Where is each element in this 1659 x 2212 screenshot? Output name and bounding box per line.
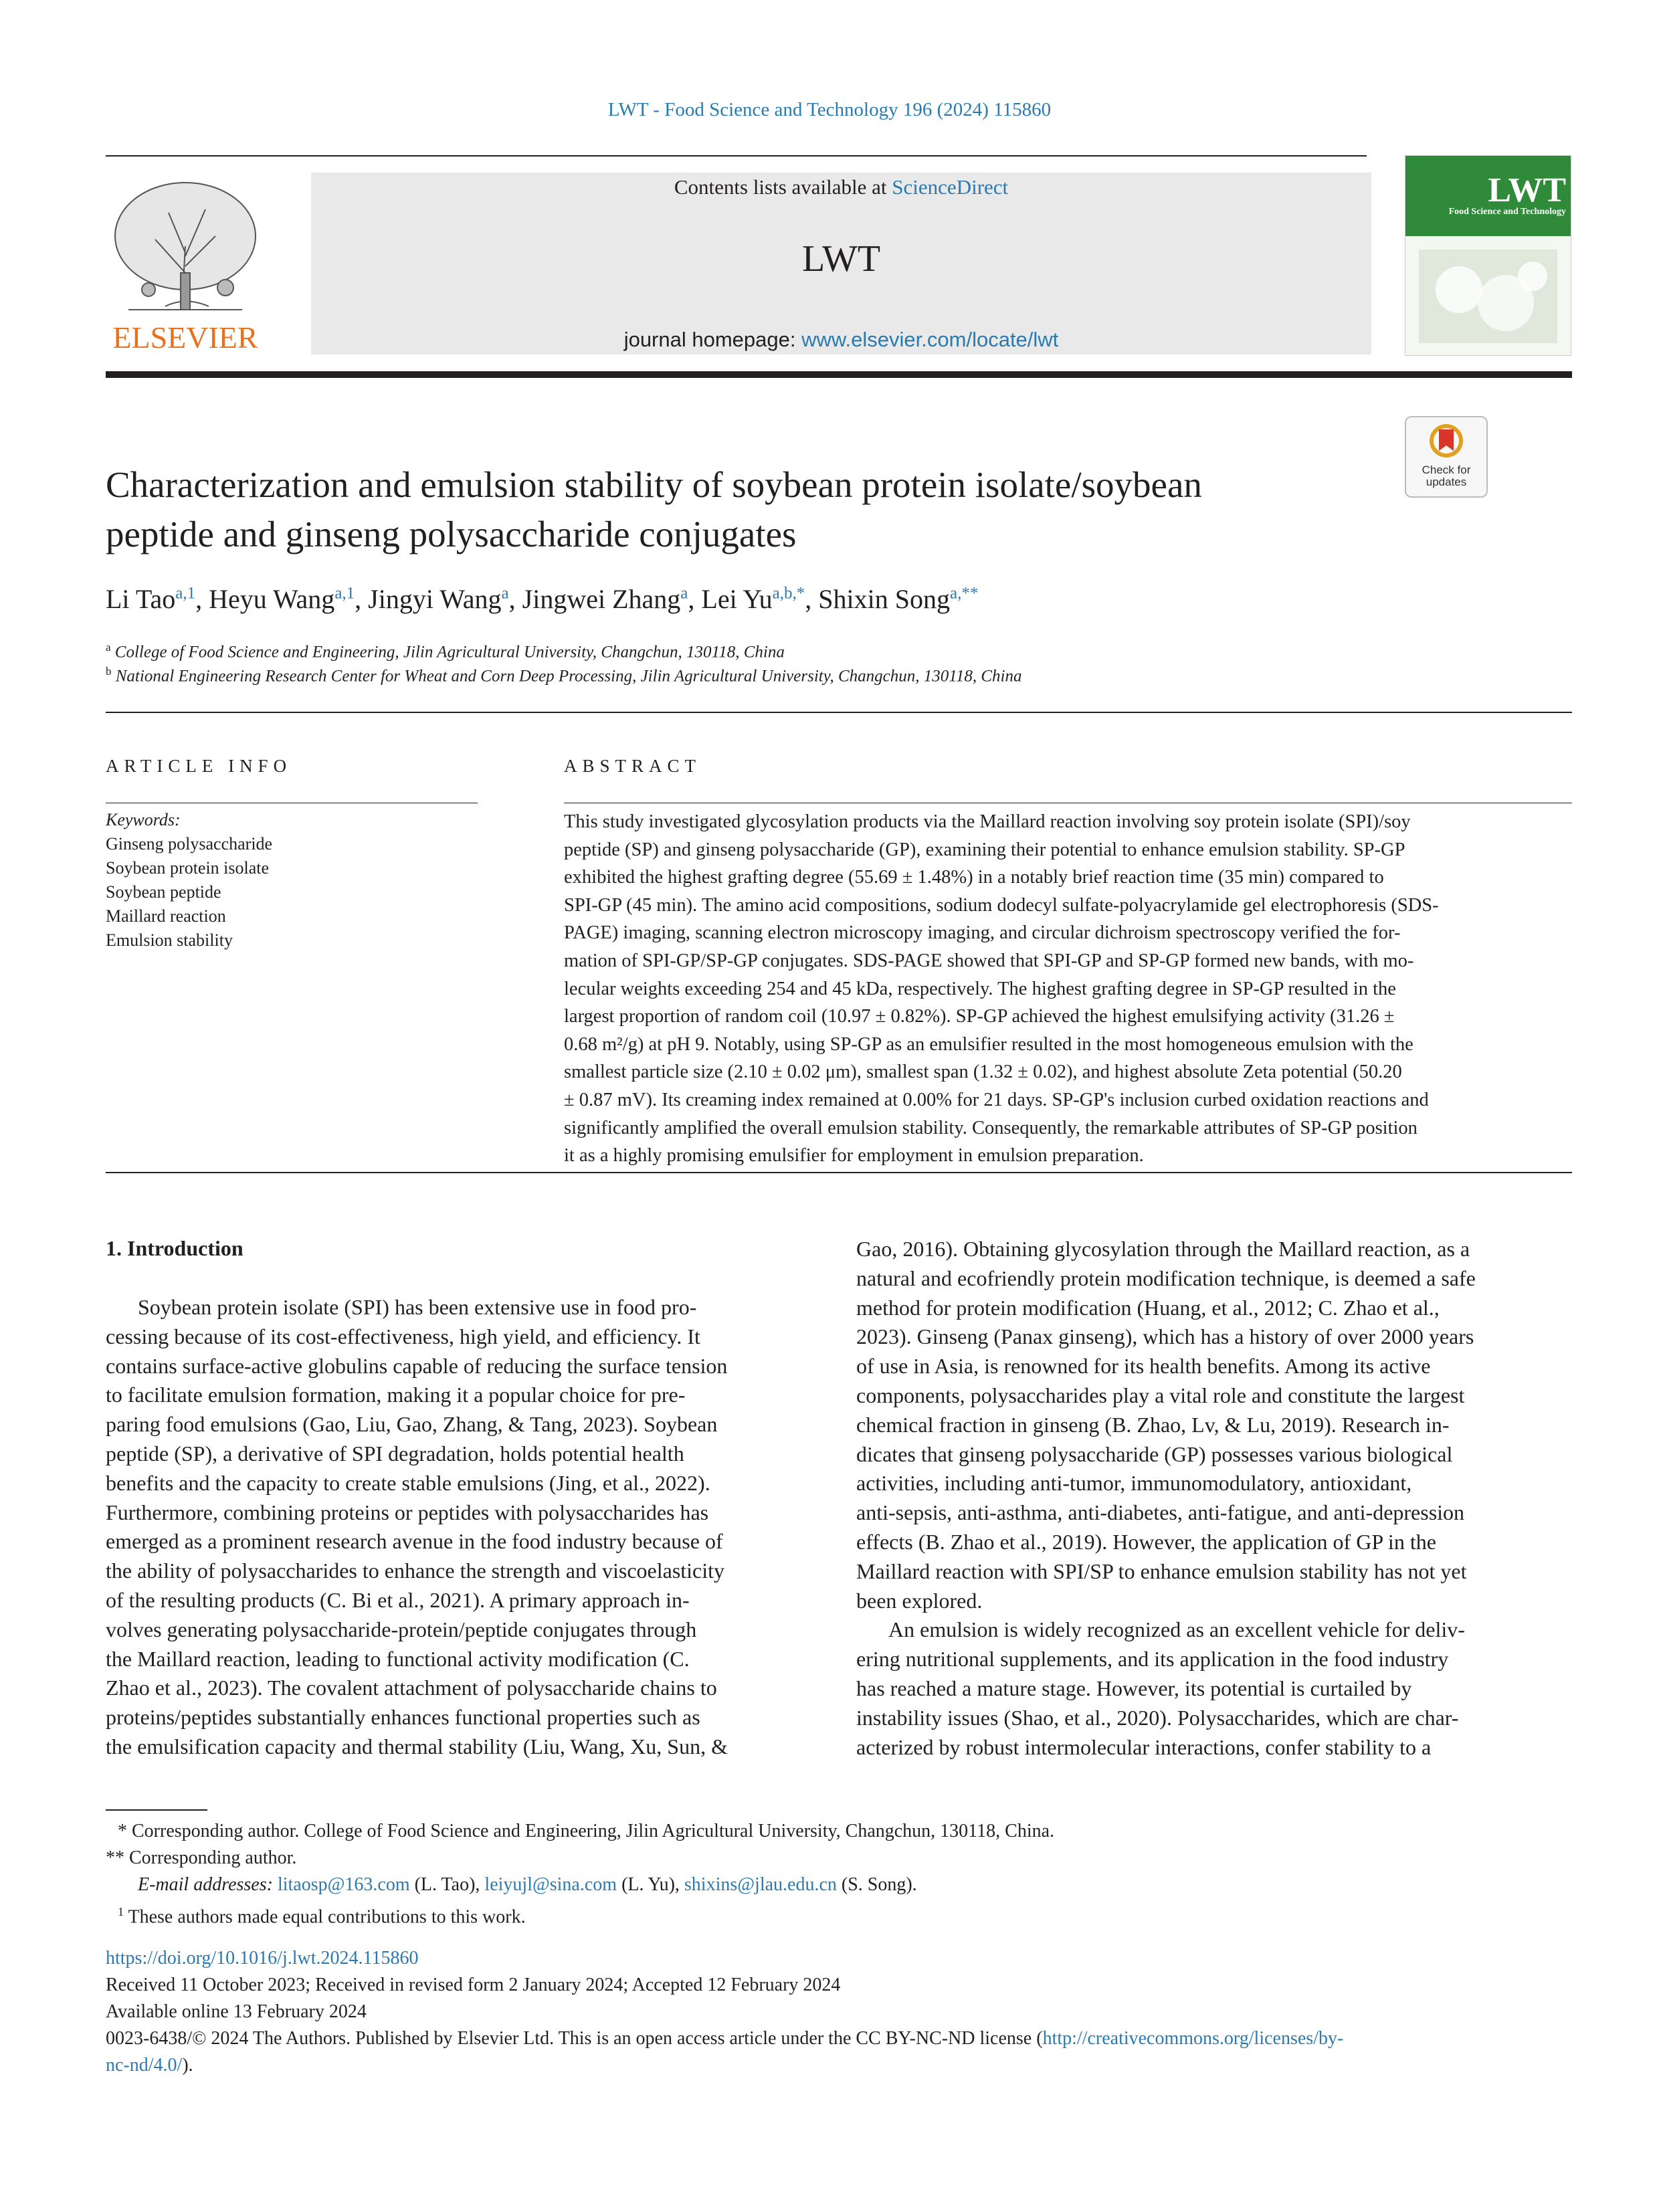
text-line: instability issues (Shao, et al., 2020). Polysaccharides, which are char- bbox=[856, 1705, 1459, 1730]
cover-subtitle: Food Science and Technology bbox=[1448, 207, 1566, 217]
text-line: to facilitate emulsion formation, making it a popular choice for pre- bbox=[106, 1383, 686, 1407]
affiliation bbox=[106, 665, 1021, 686]
abstract-line: This study investigated glycosylation products via the Maillard reaction involving soy protein isolate (SPI)/soy bbox=[564, 811, 1411, 832]
abstract-line: it as a highly promising emulsifier for employment in emulsion preparation. bbox=[564, 1145, 1144, 1167]
text-line: peptide (SP), a derivative of SPI degradation, holds potential health bbox=[106, 1441, 684, 1466]
email-link[interactable]: litaosp@163.com bbox=[277, 1874, 410, 1895]
abstract-line: SPI-GP (45 min). The amino acid compositions, sodium dodecyl sulfate-polyacrylamide gel electrophoresis (SDS- bbox=[564, 894, 1439, 916]
author-name[interactable]: Jingyi Wang bbox=[368, 584, 502, 614]
journal-cover[interactable] bbox=[1405, 155, 1571, 356]
article-title bbox=[106, 460, 1377, 559]
text-line: effects (B. Zhao et al., 2019). However, the application of GP in the bbox=[856, 1529, 1436, 1554]
text-line: dicates that ginseng polysaccharide (GP) possesses various biological bbox=[856, 1441, 1453, 1466]
author-name[interactable]: Heyu Wang bbox=[209, 584, 335, 614]
intro-right-column bbox=[856, 1235, 1557, 1762]
text-line: the emulsification capacity and thermal stability (Liu, Wang, Xu, Sun, & bbox=[106, 1734, 728, 1758]
author-affiliation-mark[interactable]: a,b,* bbox=[772, 584, 805, 603]
article-info-heading: ARTICLE INFO bbox=[106, 756, 292, 776]
contents-line bbox=[311, 175, 1371, 199]
author-name[interactable]: Li Tao bbox=[106, 584, 176, 614]
footnote-corresponding-2: ** Corresponding author. bbox=[106, 1847, 297, 1868]
text-line: the Maillard reaction, leading to functional activity modification (C. bbox=[106, 1646, 690, 1671]
text-line: Maillard reaction with SPI/SP to enhance emulsion stability has not yet bbox=[856, 1559, 1467, 1583]
affiliation-text: College of Food Science and Engineering, Jilin Agricultural University, Changchun, 130118, China bbox=[114, 643, 785, 662]
keywords-block bbox=[106, 808, 478, 952]
text-line: An emulsion is widely recognized as an excellent vehicle for deliv- bbox=[888, 1617, 1465, 1642]
check-for-updates-button[interactable] bbox=[1405, 416, 1488, 498]
abstract-line: 0.68 m²/g) at pH 9. Notably, using SP-GP as an emulsifier resulted in the most homogeneous emulsion with the bbox=[564, 1033, 1413, 1055]
affiliation-mark: a bbox=[106, 641, 111, 653]
abstract-line: lecular weights exceeding 254 and 45 kDa, respectively. The highest grafting degree in SP-GP resulted in the bbox=[564, 978, 1396, 999]
text-line: method for protein modification (Huang, et al., 2012; C. Zhao et al., bbox=[856, 1295, 1440, 1320]
received-dates: Received 11 October 2023; Received in revised form 2 January 2024; Accepted 12 February 2024 bbox=[106, 1975, 841, 1995]
text-line: has reached a mature stage. However, its potential is curtailed by bbox=[856, 1676, 1412, 1700]
text-line: emerged as a prominent research avenue in the food industry because of bbox=[106, 1529, 723, 1554]
title-line-1: Characterization and emulsion stability of soybean protein isolate/soybean bbox=[106, 464, 1202, 505]
text-line: chemical fraction in ginseng (B. Zhao, Lv, & Lu, 2019). Research in- bbox=[856, 1412, 1450, 1437]
bookmark-icon bbox=[1430, 424, 1463, 461]
footnote-text: These authors made equal contributions to this work. bbox=[128, 1906, 526, 1928]
text-line: Soybean protein isolate (SPI) has been extensive use in food pro- bbox=[138, 1295, 697, 1319]
text-line: anti-sepsis, anti-asthma, anti-diabetes, anti-fatigue, and anti-depression bbox=[856, 1500, 1465, 1525]
abstract-line: PAGE) imaging, scanning electron microscopy imaging, and circular dichroism spectroscopy verified the for- bbox=[564, 922, 1401, 944]
text-line: ering nutritional supplements, and its application in the food industry bbox=[856, 1647, 1449, 1672]
keyword: Maillard reaction bbox=[106, 906, 226, 926]
doi-text[interactable]: https://doi.org/10.1016/j.lwt.2024.115860 bbox=[106, 1948, 419, 1969]
email-owner: (S. Song). bbox=[836, 1874, 917, 1895]
license-statement bbox=[106, 2025, 1572, 2079]
elsevier-logo bbox=[102, 173, 269, 360]
text-line: activities, including anti-tumor, immunomodulatory, antioxidant, bbox=[856, 1471, 1412, 1496]
text-line: benefits and the capacity to create stable emulsions (Jing, et al., 2022). bbox=[106, 1470, 710, 1495]
author-list: Li Tao$^{a,1}$, Heyu Wang$^{a,1}$, Jingyi Wang$^a$, Jingwei Zhang$^a$, Lei $Yu^{a,b,*}$, Shixin Song$^{a,**}$ bbox=[106, 584, 979, 614]
cover-image-icon bbox=[1419, 249, 1557, 343]
abstract-line: exhibited the highest grafting degree (55.69 ± 1.48%) in a notably brief reaction time (35 min) compared to bbox=[564, 867, 1384, 888]
text-line: Zhao et al., 2023). The covalent attachment of polysaccharide chains to bbox=[106, 1676, 717, 1700]
cover-title: LWT bbox=[1488, 171, 1566, 209]
abstract-line: mation of SPI-GP/SP-GP conjugates. SDS-PAGE showed that SPI-GP and SP-GP formed new bands, with mo- bbox=[564, 950, 1414, 971]
footnote-rule bbox=[106, 1809, 207, 1811]
author-affiliation-mark[interactable]: a,** bbox=[950, 584, 979, 603]
author-name[interactable]: Jingwei Zhang bbox=[522, 584, 681, 614]
homepage-link[interactable]: www.elsevier.com/locate/lwt bbox=[801, 328, 1059, 351]
homepage-prefix: journal homepage: bbox=[623, 328, 802, 351]
divider bbox=[106, 1172, 1572, 1173]
email-link[interactable]: leiyujl@sina.com bbox=[484, 1874, 617, 1895]
intro-left-column bbox=[106, 1293, 807, 1762]
author-affiliation-mark[interactable]: a,1 bbox=[334, 584, 355, 603]
header-rule bbox=[106, 155, 1367, 157]
license-text: 0023-6438/© 2024 The Authors. Published by Elsevier Ltd. This is an open access article under the CC BY-NC-ND license ( bbox=[106, 2028, 1043, 2049]
affiliation-mark: b bbox=[106, 665, 112, 678]
email-owner: (L. Tao), bbox=[409, 1874, 485, 1895]
doi-link[interactable] bbox=[106, 1945, 1572, 1972]
footnote-corresponding-1: * Corresponding author. College of Food Science and Engineering, Jilin Agricultural University, Changchun, 130118, China. bbox=[118, 1821, 1055, 1841]
abstract-line: peptide (SP) and ginseng polysaccharide (GP), examining their potential to enhance emulsion stability. SP-GP bbox=[564, 839, 1405, 860]
license-link-cont[interactable]: nc-nd/4.0/ bbox=[106, 2055, 183, 2076]
affiliation-text: National Engineering Research Center for Wheat and Corn Deep Processing, Jilin Agricultural University, Changchun, 130118, China bbox=[115, 667, 1022, 686]
footnote-emails bbox=[106, 1872, 1604, 1898]
author-name[interactable]: Lei Yu bbox=[701, 584, 773, 614]
abstract-line: ± 0.87 mV). Its creaming index remained at 0.00% for 21 days. SP-GP's inclusion curbed oxidation reactions and bbox=[564, 1089, 1429, 1110]
text-line: cessing because of its cost-effectiveness, high yield, and efficiency. It bbox=[106, 1324, 700, 1348]
journal-reference[interactable]: LWT - Food Science and Technology 196 (2024) 115860 bbox=[607, 99, 1052, 120]
keyword: Soybean peptide bbox=[106, 882, 221, 902]
abstract-heading: ABSTRACT bbox=[564, 756, 702, 776]
sciencedirect-link[interactable]: ScienceDirect bbox=[892, 175, 1009, 199]
text-line: 2023). Ginseng (Panax ginseng), which has a history of over 2000 years bbox=[856, 1324, 1474, 1349]
author-name[interactable]: Shixin Song bbox=[818, 584, 950, 614]
text-line: contains surface-active globulins capable of reducing the surface tension bbox=[106, 1353, 728, 1378]
text-line: volves generating polysaccharide-protein/peptide conjugates through bbox=[106, 1617, 697, 1641]
abstract-line: significantly amplified the overall emulsion stability. Consequently, the remarkable attributes of SP-GP position bbox=[564, 1117, 1418, 1138]
elsevier-wordmark: ELSEVIER bbox=[112, 320, 258, 355]
license-suffix: ). bbox=[182, 2055, 193, 2076]
text-line: of use in Asia, is renowned for its health benefits. Among its active bbox=[856, 1354, 1431, 1379]
text-line: been explored. bbox=[856, 1588, 983, 1613]
author-affiliation-mark[interactable]: a bbox=[501, 584, 509, 603]
journal-homepage bbox=[311, 328, 1371, 352]
header-thick-rule bbox=[106, 371, 1572, 378]
email-label: E-mail addresses: bbox=[138, 1874, 273, 1895]
text-line: Furthermore, combining proteins or peptides with polysaccharides has bbox=[106, 1500, 709, 1524]
affiliation bbox=[106, 641, 785, 662]
email-owner: (L. Yu), bbox=[617, 1874, 684, 1895]
section-heading-introduction: 1. Introduction bbox=[106, 1236, 243, 1260]
elsevier-tree-icon bbox=[102, 173, 269, 360]
text-line: the ability of polysaccharides to enhance the strength and viscoelasticity bbox=[106, 1559, 725, 1583]
keyword: Emulsion stability bbox=[106, 930, 233, 950]
keyword: Ginseng polysaccharide bbox=[106, 834, 273, 853]
abstract-line: largest proportion of random coil (10.97 ± 0.82%). SP-GP achieved the highest emulsifying activity (31.26 ± bbox=[564, 1006, 1395, 1027]
footnote-equal-contribution bbox=[106, 1898, 1584, 1930]
email-link[interactable]: shixins@jlau.edu.cn bbox=[684, 1874, 837, 1895]
text-line: acterized by robust intermolecular interactions, confer stability to a bbox=[856, 1734, 1432, 1759]
keyword: Soybean protein isolate bbox=[106, 858, 270, 878]
keywords-label: Keywords: bbox=[106, 810, 181, 829]
footnote-mark: 1 bbox=[118, 1905, 124, 1918]
title-line-2: peptide and ginseng polysaccharide conjugates bbox=[106, 514, 797, 555]
license-link[interactable]: http://creativecommons.org/licenses/by- bbox=[1042, 2028, 1344, 2049]
abstract-text bbox=[564, 808, 1572, 1170]
text-line: proteins/peptides substantially enhances functional properties such as bbox=[106, 1705, 700, 1730]
divider bbox=[106, 712, 1572, 713]
author-affiliation-mark[interactable]: a bbox=[680, 584, 688, 603]
text-line: paring food emulsions (Gao, Liu, Gao, Zhang, & Tang, 2023). Soybean bbox=[106, 1412, 718, 1437]
contents-prefix: Contents lists available at bbox=[674, 175, 892, 199]
text-line: components, polysaccharides play a vital role and constitute the largest bbox=[856, 1383, 1465, 1407]
check-updates-label: Check for updates bbox=[1422, 464, 1471, 488]
text-line: Gao, 2016). Obtaining glycosylation through the Maillard reaction, as a bbox=[856, 1237, 1470, 1261]
author-affiliation-mark[interactable]: a,1 bbox=[175, 584, 196, 603]
abstract-line: smallest particle size (2.10 ± 0.02 μm), smallest span (1.32 ± 0.02), and highest absolute Zeta potential (50.20 bbox=[564, 1062, 1402, 1083]
available-online: Available online 13 February 2024 bbox=[106, 2001, 367, 2022]
text-line: of the resulting products (C. Bi et al., 2021). A primary approach in- bbox=[106, 1587, 690, 1612]
text-line: natural and ecofriendly protein modification technique, is deemed a safe bbox=[856, 1266, 1476, 1290]
journal-name: LWT bbox=[801, 238, 881, 280]
